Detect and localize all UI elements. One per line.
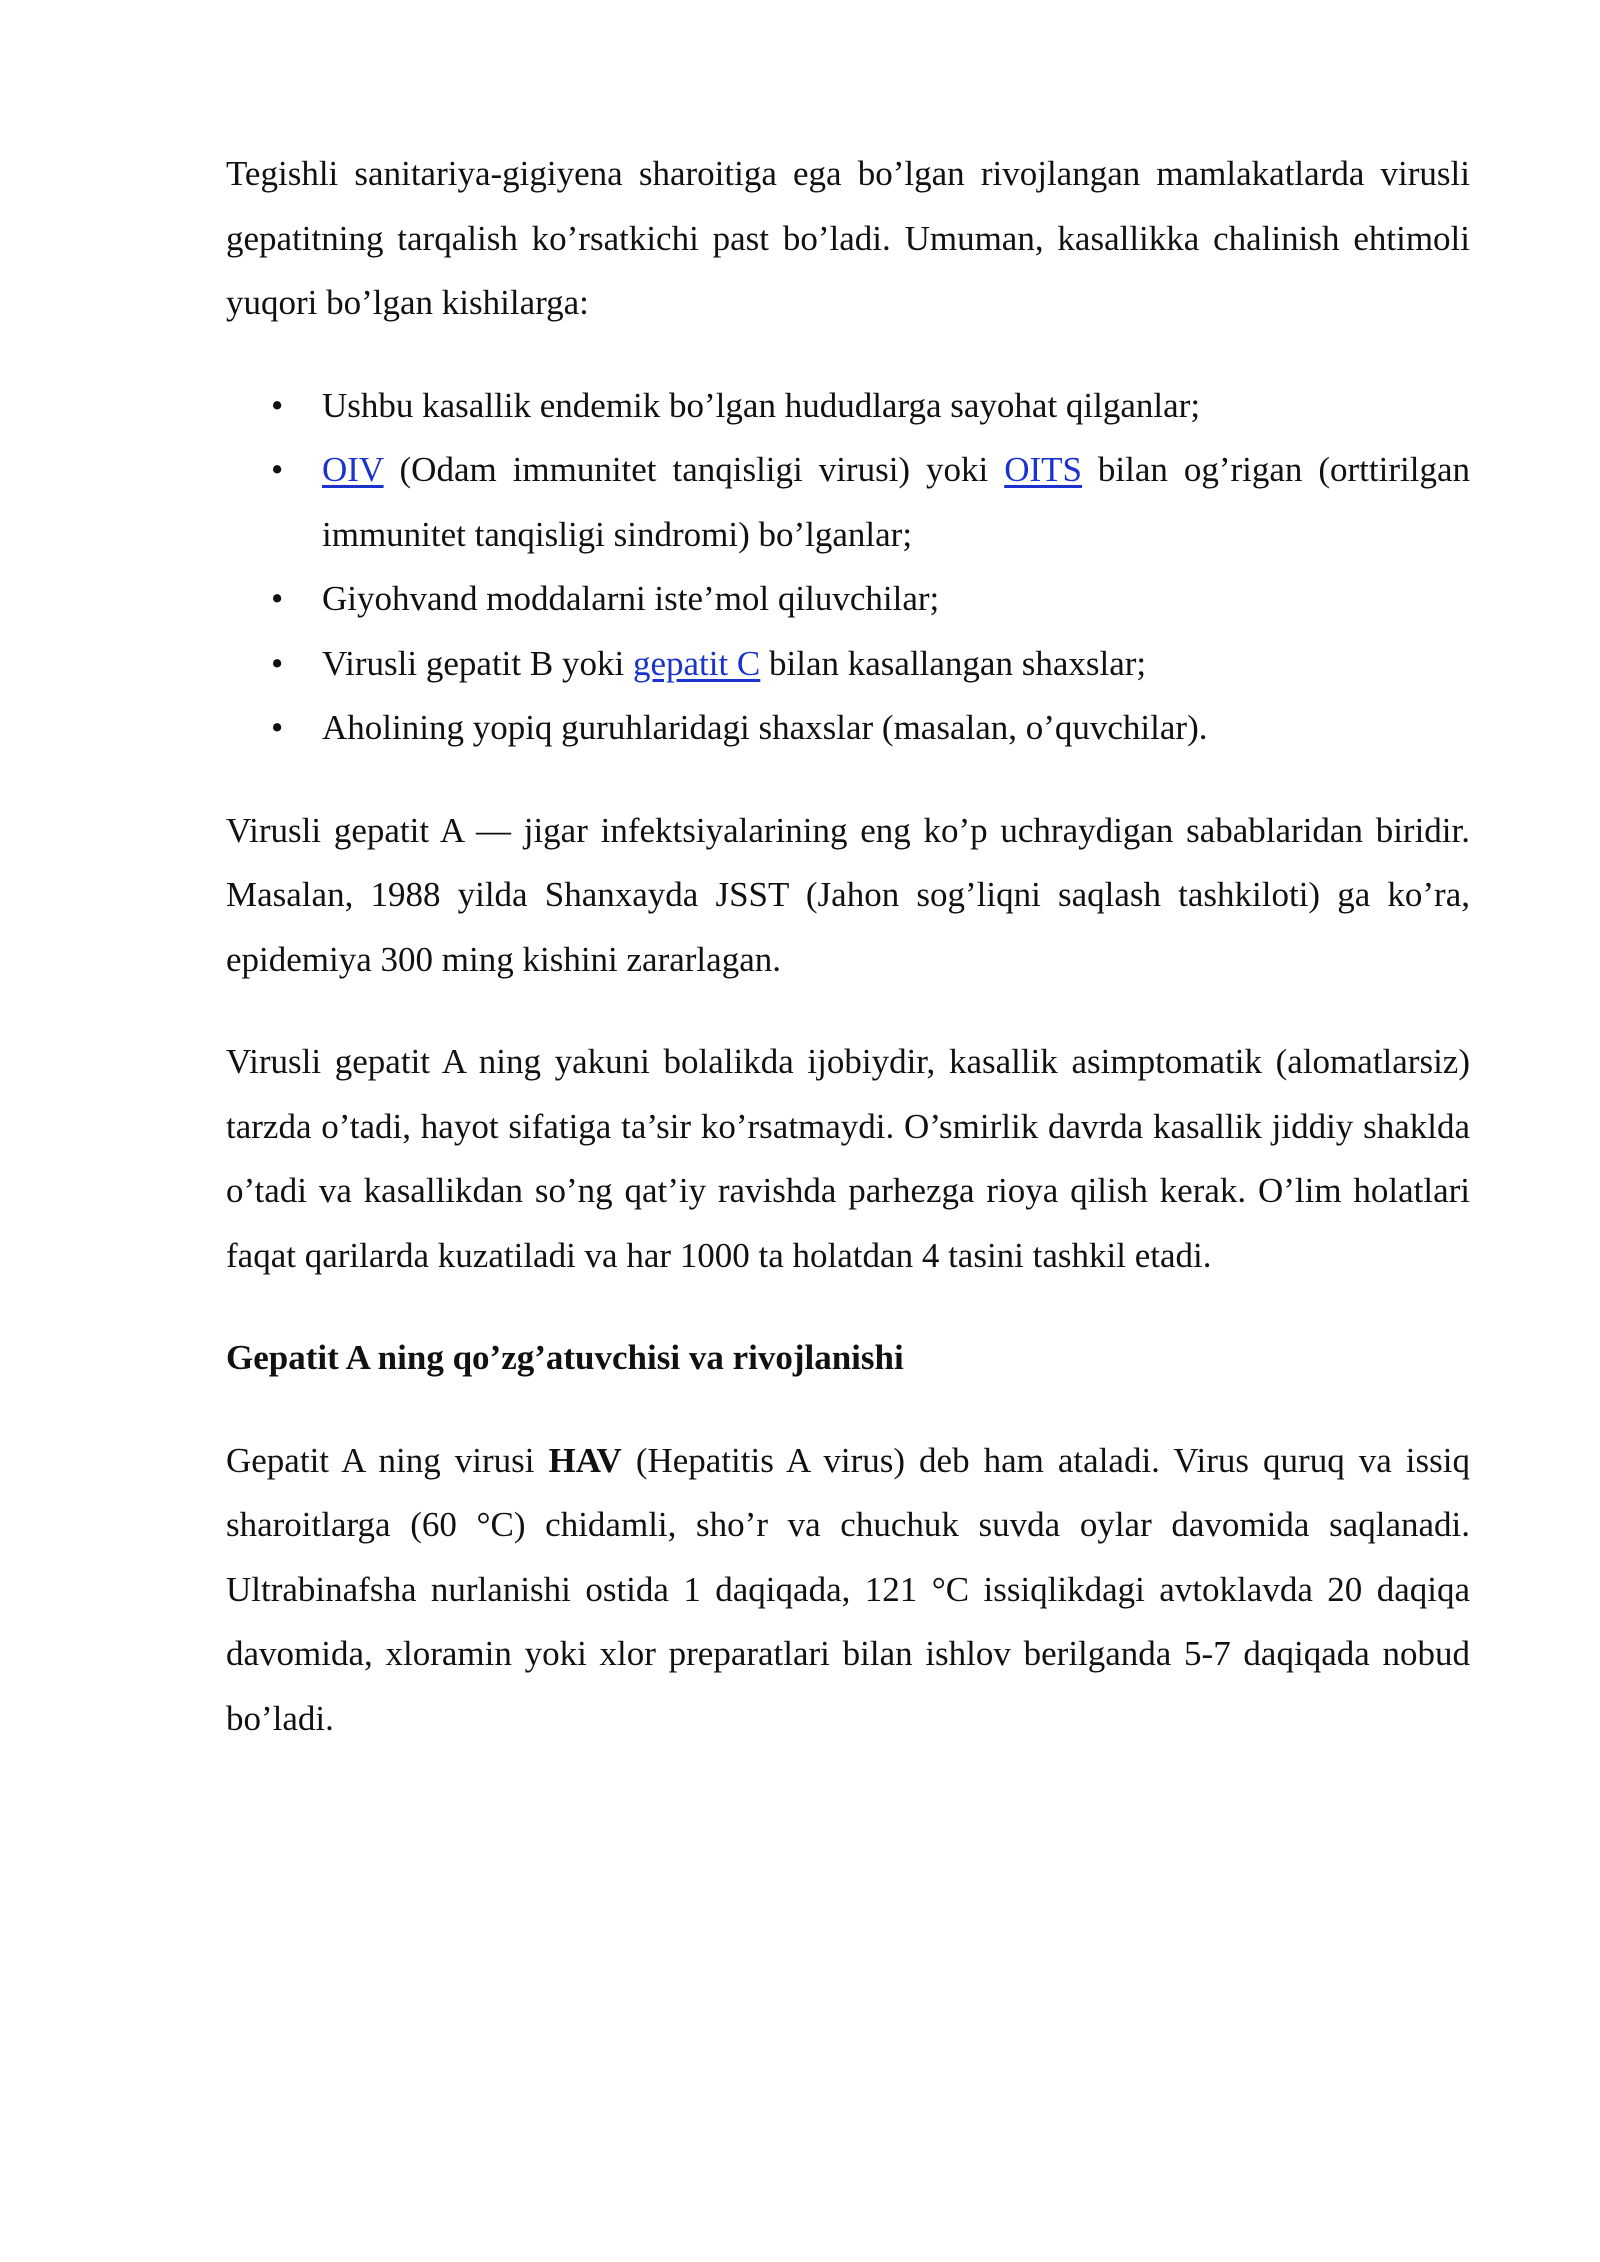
list-item bbox=[226, 632, 1470, 697]
section-paragraph bbox=[226, 1429, 1470, 1752]
hav-term: HAV bbox=[548, 1440, 622, 1480]
gepatit-c-link[interactable]: gepatit C bbox=[632, 643, 761, 683]
list-item-text: Giyohvand moddalarni iste’mol qiluvchilar; bbox=[322, 579, 940, 618]
bullet-icon: • bbox=[271, 579, 284, 618]
list-item bbox=[226, 374, 1470, 439]
list-item-text: Aholining yopiq guruhlaridagi shaxslar (masalan, o’quvchilar). bbox=[322, 708, 1208, 747]
list-item bbox=[226, 438, 1470, 567]
list-item bbox=[226, 696, 1470, 761]
bullet-icon: • bbox=[271, 385, 284, 425]
list-item-text: Virusli gepatit B yoki bbox=[322, 643, 633, 683]
bullet-icon: • bbox=[271, 450, 284, 489]
list-item bbox=[226, 567, 1470, 632]
paragraph-text: (Hepatitis A virus) deb ham ataladi. Virus quruq va issiq sharoitlarga (60 °C) chidamli, sho’r va chuchuk suvda oylar davomida saqlanadi. Ultrabinafsha nurlanishi ostida 1 daqiqada, 121 °C issiqlikdagi avtoklavda 20 daqiqa davomida, xloramin yoki xlor preparatlari bilan ishlov berilganda 5-7 daqiqada nobud bo’ladi. bbox=[226, 1440, 1470, 1738]
list-item-text: (Odam immunitet tanqisligi virusi) yoki bbox=[383, 450, 1005, 489]
oiv-link[interactable]: OIV bbox=[322, 450, 384, 489]
bullet-icon: • bbox=[271, 643, 284, 683]
document-page bbox=[226, 142, 1470, 1751]
body-paragraph: Virusli gepatit A — jigar infektsiyalarining eng ko’p uchraydigan sabablaridan biridir. Masalan, 1988 yilda Shanxayda JSST (Jahon sog’liqni saqlash tashkiloti) ga ko’ra, epidemiya 300 ming kishini zararlagan. bbox=[226, 810, 1470, 979]
intro-paragraph: Tegishli sanitariya-gigiyena sharoitiga ega bo’lgan rivojlangan mamlakatlarda virusli gepatitning tarqalish ko’rsatkichi past bo’ladi. Umuman, kasallikka chalinish ehtimoli yuqori bo’lgan kishilarga: bbox=[226, 154, 1470, 322]
paragraph-text: Gepatit A ning virusi bbox=[226, 1440, 549, 1480]
list-item-text: bilan kasallangan shaxslar; bbox=[760, 643, 1147, 683]
list-item-text: Ushbu kasallik endemik bo’lgan hududlarga sayohat qilganlar; bbox=[322, 385, 1201, 425]
body-paragraph: Virusli gepatit A ning yakuni bolalikda ijobiydir, kasallik asimptomatik (alomatlarsiz) tarzda o’tadi, hayot sifatiga ta’sir ko’rsatmaydi. O’smirlik davrda kasallik jiddiy shaklda o’tadi va kasallikdan so’ng qat’iy ravishda parhezga rioya qilish kerak. O’lim holatlari faqat qarilarda kuzatiladi va har 1000 ta holatdan 4 tasini tashkil etadi. bbox=[226, 1042, 1470, 1275]
bullet-icon: • bbox=[271, 708, 284, 747]
oits-link[interactable]: OITS bbox=[1004, 450, 1082, 489]
risk-group-list bbox=[226, 374, 1470, 761]
section-heading: Gepatit A ning qo’zg’atuvchisi va rivojlanishi bbox=[226, 1338, 904, 1377]
list-item-text: bilan og’rigan (orttirilgan immunitet tanqisligi sindromi) bo’lganlar; bbox=[322, 450, 1470, 554]
